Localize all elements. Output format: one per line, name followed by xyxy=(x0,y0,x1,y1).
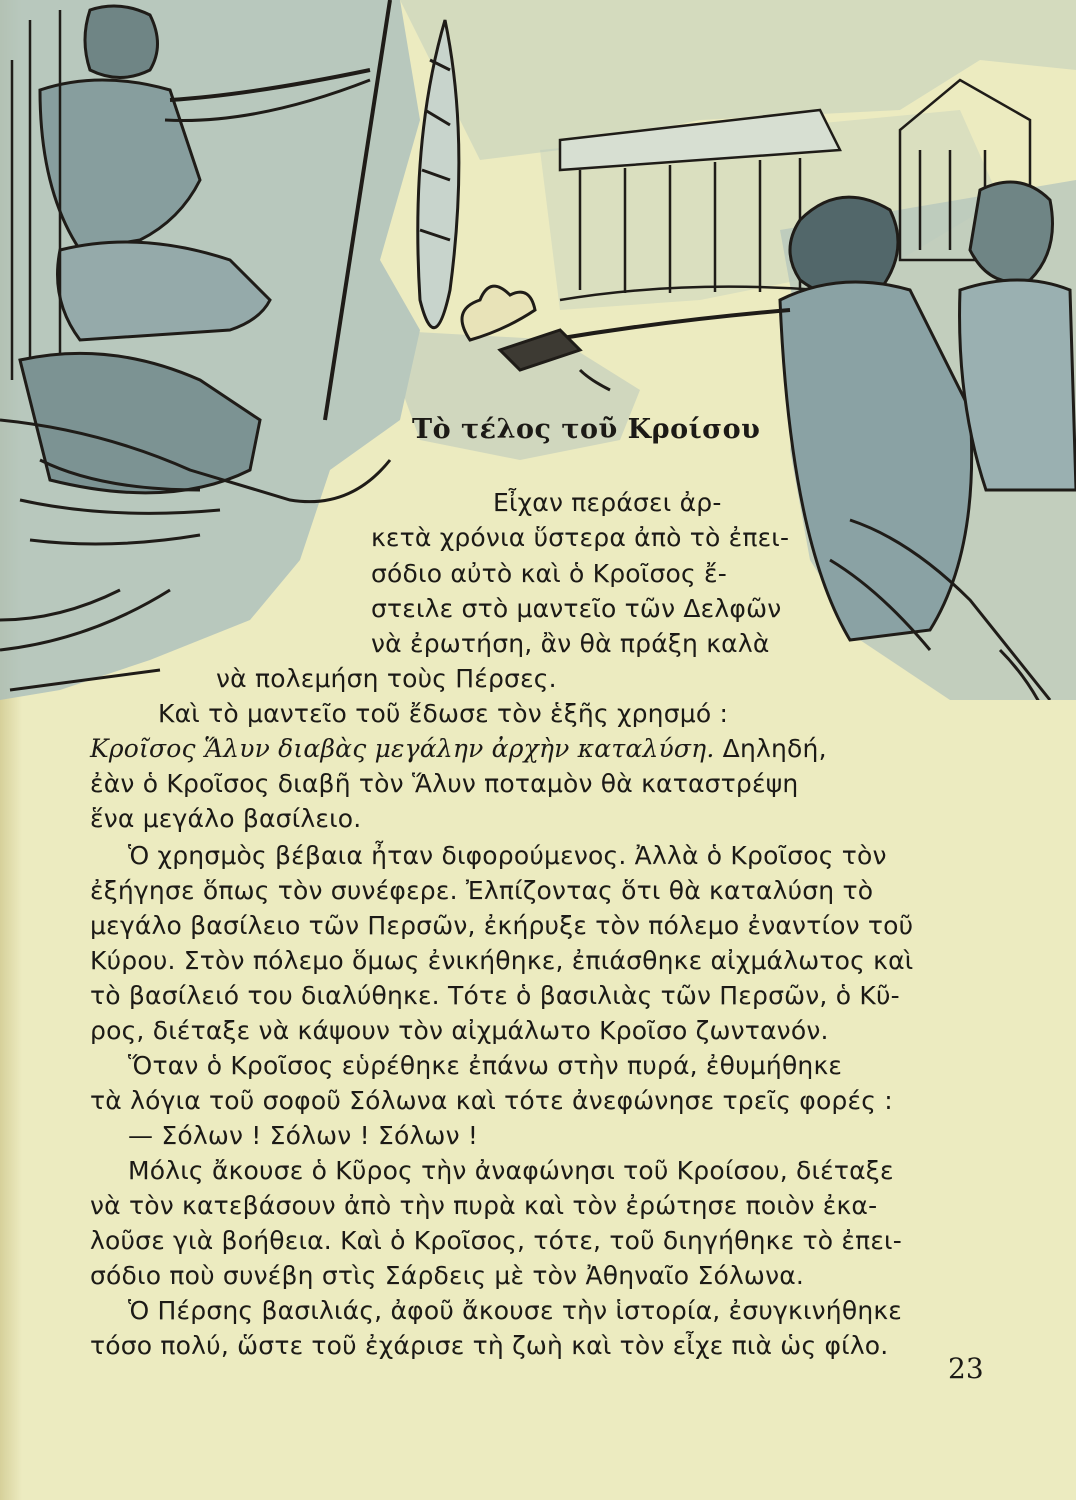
oracle-line xyxy=(90,733,827,765)
text-line: νὰ ἐρωτήση, ἂν θὰ πράξη καλὰ xyxy=(371,629,770,658)
text-line: ἐξήγησε ὅπως τὸν συνέφερε. Ἐλπίζοντας ὅτι θὰ καταλύση τὸ xyxy=(90,876,874,905)
text-line: νὰ πολεμήση τοὺς Πέρσες. xyxy=(216,664,557,693)
text-line: νὰ τὸν κατεβάσουν ἀπὸ τὴν πυρὰ καὶ τὸν ἐρώτησε ποιὸν ἐκα- xyxy=(90,1191,878,1220)
text-line: τόσο πολύ, ὥστε τοῦ ἐχάρισε τὴ ζωὴ καὶ τὸν εἶχε πιὰ ὡς φίλο. xyxy=(90,1331,889,1360)
text-line: ἐὰν ὁ Κροῖσος διαβῆ τὸν Ἅλυν ποταμὸν θὰ καταστρέψη xyxy=(90,769,799,798)
text-line: στειλε στὸ μαντεῖο τῶν Δελφῶν xyxy=(371,594,782,623)
text-line: — Σόλων ! Σόλων ! Σόλων ! xyxy=(128,1121,479,1150)
chapter-title: Τὸ τέλος τοῦ Κροίσου xyxy=(412,414,761,445)
text-line: Ὁ χρησμὸς βέβαια ἦταν διφορούμενος. Ἀλλὰ ὁ Κροῖσος τὸν xyxy=(128,841,887,870)
text-line: Ὅταν ὁ Κροῖσος εὑρέθηκε ἐπάνω στὴν πυρά, ἐθυμήθηκε xyxy=(128,1051,843,1080)
text-line: Ὁ Πέρσης βασιλιάς, ἀφοῦ ἄκουσε τὴν ἱστορία, ἐσυγκινήθηκε xyxy=(128,1296,903,1325)
text-line: Δηληδή, xyxy=(722,734,827,763)
text-line: Καὶ τὸ μαντεῖο τοῦ ἔδωσε τὸν ἑξῆς χρησμό : xyxy=(158,699,729,728)
text-line: τὰ λόγια τοῦ σοφοῦ Σόλωνα καὶ τότε ἀνεφώνησε τρεῖς φορές : xyxy=(90,1086,893,1115)
page-number: 23 xyxy=(948,1352,984,1385)
text-line: λοῦσε γιὰ βοήθεια. Καὶ ὁ Κροῖσος, τότε, τοῦ διηγήθηκε τὸ ἐπει- xyxy=(90,1226,902,1255)
text-line: κετὰ χρόνια ὕστερα ἀπὸ τὸ ἐπει- xyxy=(371,523,790,552)
text-line: σόδιο αὐτὸ καὶ ὁ Κροῖσος ἔ- xyxy=(371,559,727,588)
text-line: Εἶχαν περάσει ἀρ- xyxy=(493,488,722,517)
text-line: ἕνα μεγάλο βασίλειο. xyxy=(90,804,362,833)
text-line: σόδιο ποὺ συνέβη στὶς Σάρδεις μὲ τὸν Ἀθηναῖο Σόλωνα. xyxy=(90,1261,805,1290)
oracle-quote: Κροῖσος Ἅλυν διαβὰς μεγάλην ἀρχὴν καταλύση. xyxy=(90,734,715,763)
text-line: μεγάλο βασίλειο τῶν Περσῶν, ἐκήρυξε τὸν πόλεμο ἐναντίον τοῦ xyxy=(90,911,914,940)
text-line: τὸ βασίλειό του διαλύθηκε. Τότε ὁ βασιλιὰς τῶν Περσῶν, ὁ Κῦ- xyxy=(90,981,900,1010)
text-line: Κύρου. Στὸν πόλεμο ὅμως ἐνικήθηκε, ἐπιάσθηκε αἰχμάλωτος καὶ xyxy=(90,946,914,975)
text-line: Μόλις ἄκουσε ὁ Κῦρος τὴν ἀναφώνησι τοῦ Κροίσου, διέταξε xyxy=(128,1156,894,1185)
text-line: ρος, διέταξε νὰ κάψουν τὸν αἰχμάλωτο Κροῖσο ζωντανόν. xyxy=(90,1016,829,1045)
